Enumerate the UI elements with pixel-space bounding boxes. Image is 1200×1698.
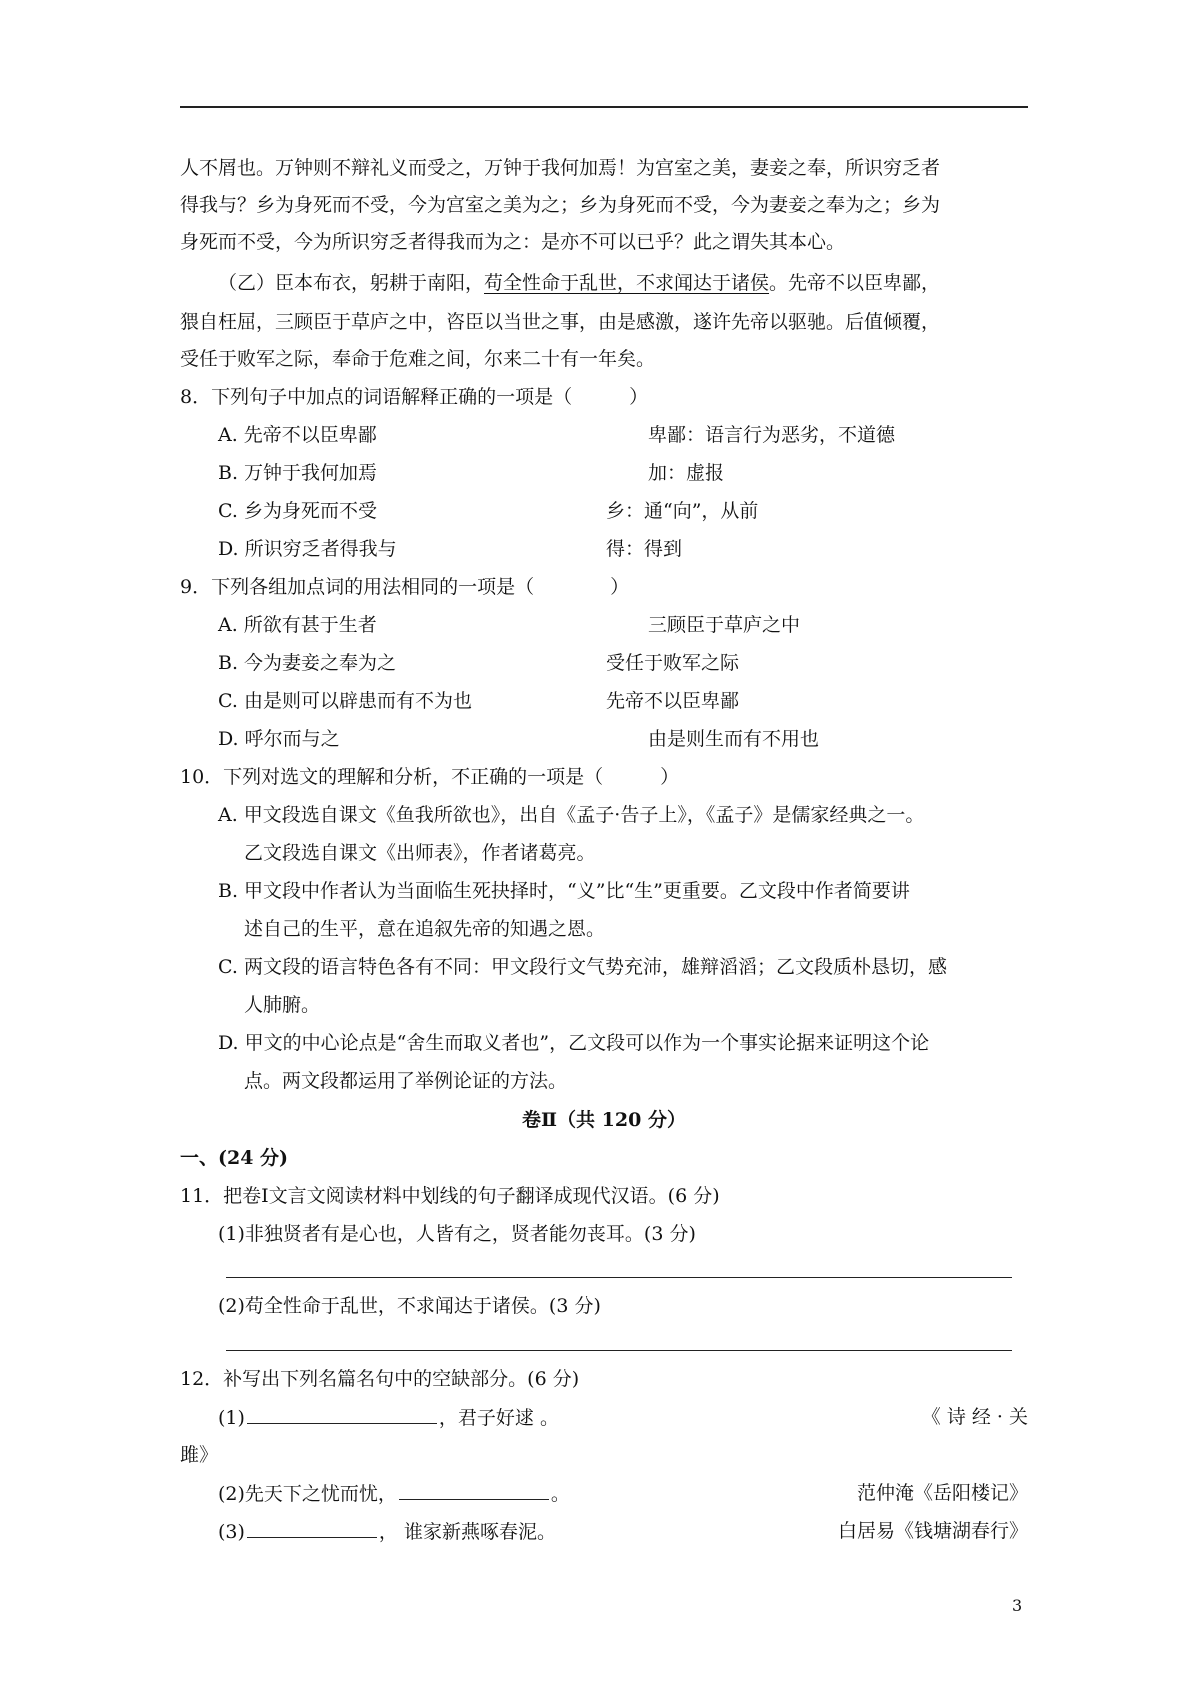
q9-option-d: D. 呼尔而与之 [218, 728, 340, 750]
q11-item-2: (2)苟全性命于乱世，不求闻达于诸侯。(3 分) [218, 1295, 601, 1317]
q8-option-b: B. 万钟于我何加焉 [218, 462, 378, 484]
q12-item-1-text: ，君子好逑 。 [438, 1407, 559, 1429]
q11-answer-line-1[interactable] [226, 1277, 1012, 1278]
q10-option-d-line-2: 点。两文段都运用了举例论证的方法。 [244, 1070, 568, 1092]
q8-stem: 8．下列句子中加点的词语解释正确的一项是（ ） [180, 386, 649, 408]
q12-item-1-num: (1) [218, 1407, 245, 1429]
section-2-title: 卷Ⅱ（共 120 分） [522, 1109, 686, 1131]
q9-option-a-right: 三顾臣于草庐之中 [648, 614, 801, 636]
q9-stem: 9．下列各组加点词的用法相同的一项是（ ） [180, 576, 630, 598]
q12-blank-2[interactable] [399, 1481, 549, 1500]
q12-item-2 [218, 1481, 570, 1506]
q12-item-3 [218, 1519, 556, 1544]
q8-option-a: A. 先帝不以臣卑鄙 [218, 424, 377, 446]
passage-yi-underlined: 苟全性命于乱世，不求闻达于诸侯 [484, 272, 770, 294]
passage-yi-post: 。先帝不以臣卑鄙， [769, 272, 941, 294]
q12-stem: 12．补写出下列名篇名句中的空缺部分。(6 分) [180, 1368, 580, 1390]
q10-stem: 10．下列对选文的理解和分析，不正确的一项是（ ） [180, 766, 680, 788]
q12-blank-1[interactable] [247, 1405, 437, 1424]
q12-item-1 [218, 1405, 559, 1430]
q12-item-2-text: (2)先天下之忧而忧， [218, 1483, 397, 1505]
q9-option-c-right: 先帝不以臣卑鄙 [606, 690, 740, 712]
q8-option-b-explain: 加：虚报 [648, 462, 725, 484]
passage-jia-line-2: 得我与？乡为身死而不受，今为宫室之美为之；乡为身死而不受，今为妻妾之奉为之；乡为 [180, 194, 941, 216]
q10-option-d-line-1: D. 甲文的中心论点是“舍生而取义者也”，乙文段可以作为一个事实论据来证明这个论 [218, 1032, 930, 1054]
passage-jia-line-1: 人不屑也。万钟则不辩礼义而受之，万钟于我何加焉！为宫室之美，妻妾之奉，所识穷乏者 [180, 157, 941, 179]
passage-yi-line-3: 受任于败军之际，奉命于危难之间，尔来二十有一年矣。 [180, 348, 656, 370]
q9-option-b-right: 受任于败军之际 [606, 652, 740, 674]
q12-item-2-source: 范仲淹《岳阳楼记》 [856, 1482, 1028, 1504]
q9-option-c: C. 由是则可以辟患而有不为也 [218, 690, 472, 712]
q12-item-1-source: 《 诗 经 · 关 [921, 1406, 1028, 1428]
q8-option-c-explain: 乡：通“向”，从前 [606, 500, 759, 522]
q8-option-c: C. 乡为身死而不受 [218, 500, 377, 522]
q11-stem: 11．把卷Ⅰ文言文阅读材料中划线的句子翻译成现代汉语。(6 分) [180, 1185, 720, 1207]
page-number: 3 [1012, 1596, 1023, 1615]
q11-answer-line-2[interactable] [226, 1350, 1012, 1351]
passage-jia-line-3: 身死而不受，今为所识穷乏者得我而为之：是亦不可以已乎？此之谓失其本心。 [180, 231, 846, 253]
q10-option-a-line-1: A. 甲文段选自课文《鱼我所欲也》，出自《孟子·告子上》，《孟子》是儒家经典之一。 [218, 804, 925, 826]
passage-yi-pre: （乙）臣本布衣，躬耕于南阳， [218, 272, 485, 294]
q9-option-a: A. 所欲有甚于生者 [218, 614, 377, 636]
passage-yi-line-2: 猥自枉屈，三顾臣于草庐之中，咨臣以当世之事，由是感激，遂许先帝以驱驰。后值倾覆， [180, 311, 941, 333]
q10-option-b-line-1: B. 甲文段中作者认为当面临生死抉择时，“义”比“生”更重要。乙文段中作者简要讲 [218, 880, 910, 902]
header-rule [180, 106, 1028, 108]
q8-option-d: D. 所识穷乏者得我与 [218, 538, 397, 560]
q12-item-2-end: 。 [550, 1483, 570, 1505]
q12-item-3-num: (3) [218, 1521, 245, 1543]
q12-item-1-source-cont: 雎》 [180, 1444, 219, 1466]
passage-yi-line-1 [218, 271, 940, 295]
q10-option-c-line-1: C. 两文段的语言特色各有不同：甲文段行文气势充沛，雄辩滔滔；乙文段质朴恳切，感 [218, 956, 947, 978]
q12-item-3-text: ， 谁家新燕啄春泥。 [378, 1521, 556, 1543]
q12-item-3-source: 白居易《钱塘湖春行》 [837, 1520, 1028, 1542]
q10-option-b-line-2: 述自己的生平，意在追叙先帝的知遇之恩。 [244, 918, 606, 940]
q12-blank-3[interactable] [247, 1519, 377, 1538]
q9-option-b: B. 今为妻妾之奉为之 [218, 652, 397, 674]
q10-option-c-line-2: 人肺腑。 [244, 994, 321, 1016]
q8-option-a-explain: 卑鄙：语言行为恶劣，不道德 [648, 424, 896, 446]
q9-option-d-right: 由是则生而有不用也 [648, 728, 820, 750]
part-1-heading: 一、(24 分) [180, 1147, 289, 1169]
q11-item-1: (1)非独贤者有是心也，人皆有之，贤者能勿丧耳。(3 分) [218, 1223, 696, 1245]
q10-option-a-line-2: 乙文段选自课文《出师表》，作者诸葛亮。 [244, 842, 596, 864]
q8-option-d-explain: 得：得到 [606, 538, 683, 560]
